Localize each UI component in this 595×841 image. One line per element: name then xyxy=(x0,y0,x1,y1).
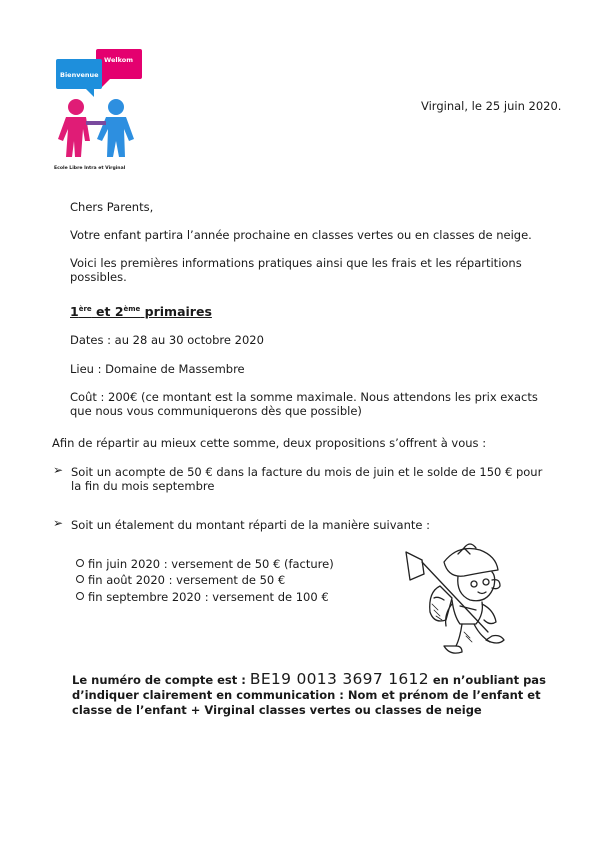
schedule-item xyxy=(76,573,285,587)
schedule-text: fin juin 2020 : versement de 50 € (facture) xyxy=(88,557,334,571)
intro-paragraph-1: Votre enfant partira l’année prochaine en classes vertes ou en classes de neige. xyxy=(70,228,532,242)
bienvenue-bubble xyxy=(56,59,102,97)
title-mid: et 2 xyxy=(91,304,124,319)
arrow-bullet-icon: ➢ xyxy=(53,463,64,477)
schedule-item xyxy=(76,590,329,604)
dates-line: Dates : au 28 au 30 octobre 2020 xyxy=(70,333,264,347)
pink-child-figure xyxy=(58,99,90,157)
title-sup-2: ème xyxy=(123,304,141,313)
option-2: Soit un étalement du montant réparti de la manière suivante : xyxy=(71,518,430,532)
title-tail: primaires xyxy=(140,304,212,319)
date-line: Virginal, le 25 juin 2020. xyxy=(421,99,562,113)
logo-graphic xyxy=(52,45,152,167)
account-suffix: en n’oubliant pas d’indiquer clairement en communication : Nom et prénom de l’enfant et classe de l’enfant + Virginal classes vertes ou classes de neige xyxy=(72,673,546,717)
scout-boy-illustration xyxy=(400,540,520,665)
cout-line: Coût : 200€ (ce montant est la somme maximale. Nous attendons les prix exacts que nous vous communiquerons dès que possible) xyxy=(70,390,538,418)
schedule-text: fin août 2020 : versement de 50 € xyxy=(88,573,286,587)
school-caption: Ecole Libre Intra et Virginal xyxy=(54,166,126,171)
bienvenue-text: Bienvenue xyxy=(60,71,99,79)
circle-bullet-icon xyxy=(76,592,84,600)
account-instructions xyxy=(72,672,552,718)
salutation: Chers Parents, xyxy=(70,200,154,214)
welkom-text: Welkom xyxy=(104,56,133,64)
title-sup-1: ère xyxy=(78,304,92,313)
account-number: BE19 0013 3697 1612 xyxy=(249,670,429,688)
school-logo xyxy=(52,45,152,175)
circle-bullet-icon xyxy=(76,559,84,567)
arrow-bullet-icon: ➢ xyxy=(53,516,64,530)
blue-child-figure xyxy=(97,99,134,157)
circle-bullet-icon xyxy=(76,575,84,583)
intro-paragraph-2: Voici les premières informations pratiques ainsi que les frais et les répartitions possibles. xyxy=(70,256,522,284)
schedule-text: fin septembre 2020 : versement de 100 € xyxy=(88,590,329,604)
welkom-bubble xyxy=(96,49,142,89)
account-prefix: Le numéro de compte est : xyxy=(72,673,250,687)
lieu-line: Lieu : Domaine de Massembre xyxy=(70,362,245,376)
schedule-item xyxy=(76,557,334,571)
repartition-lead: Afin de répartir au mieux cette somme, deux propositions s’offrent à vous : xyxy=(52,436,487,450)
section-title xyxy=(70,304,212,319)
option-1: Soit un acompte de 50 € dans la facture du mois de juin et le solde de 150 € pour la fin du mois septembre xyxy=(71,465,543,493)
title-grade-1: 1 xyxy=(70,304,79,319)
